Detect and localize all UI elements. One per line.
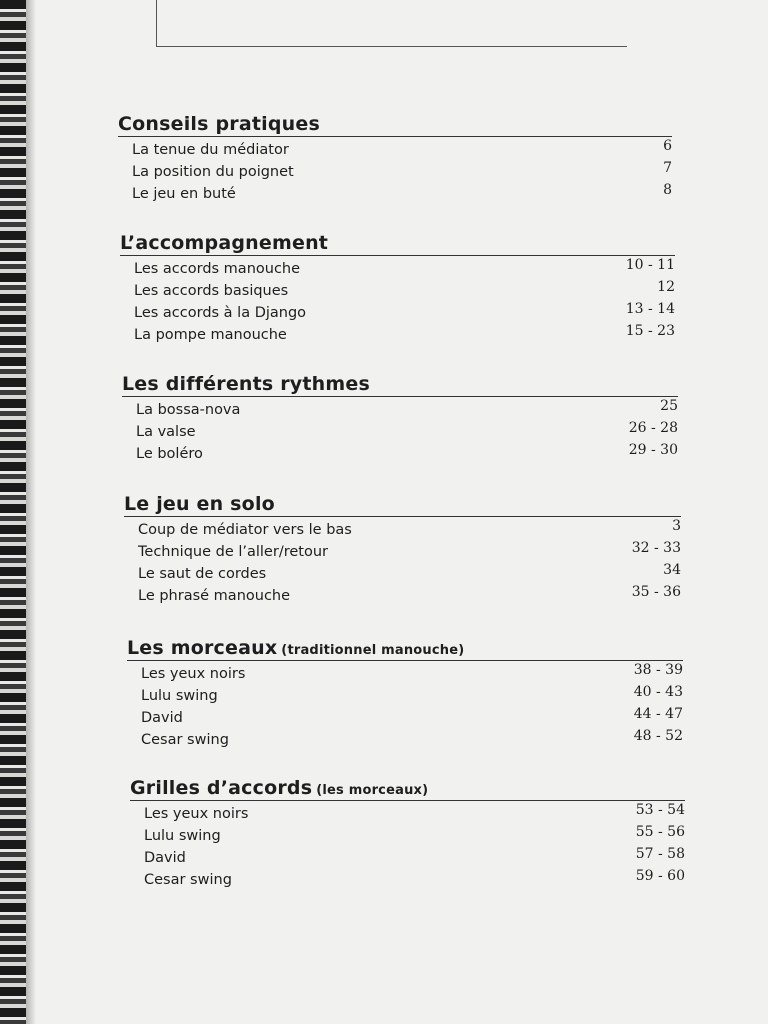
section-title: Les différents rythmes <box>122 373 370 395</box>
toc-entry[interactable] <box>127 664 683 686</box>
toc-entry[interactable] <box>130 848 685 870</box>
section-conseils-pratiques <box>118 108 672 206</box>
entry-pages: 8 <box>663 182 672 198</box>
entry-pages: 34 <box>663 562 681 578</box>
entry-label: Le jeu en buté <box>132 186 236 202</box>
section-subtitle: (traditionnel manouche) <box>281 643 465 658</box>
section-title: Les morceaux (traditionnel manouche) <box>127 637 465 659</box>
entry-label: Les accords basiques <box>134 283 289 299</box>
section-grilles-accords <box>130 772 685 892</box>
entry-pages: 13 - 14 <box>625 301 675 317</box>
entry-label: Coup de médiator vers le bas <box>138 522 352 538</box>
toc-entry[interactable] <box>122 444 678 466</box>
toc-entry[interactable] <box>120 325 675 347</box>
toc-entry[interactable] <box>127 708 683 730</box>
toc-entry[interactable] <box>127 730 683 752</box>
entry-pages: 57 - 58 <box>635 846 685 862</box>
section-differents-rythmes <box>122 368 678 466</box>
toc-entry[interactable] <box>127 686 683 708</box>
spiral-binding <box>0 0 26 1024</box>
toc-entry[interactable] <box>118 162 672 184</box>
section-title: Conseils pratiques <box>118 113 320 135</box>
section-title: Le jeu en solo <box>124 493 275 515</box>
toc-entry[interactable] <box>130 826 685 848</box>
section-jeu-en-solo <box>124 488 681 608</box>
toc-entry[interactable] <box>124 520 681 542</box>
entry-pages: 6 <box>663 138 672 154</box>
toc-entry[interactable] <box>130 804 685 826</box>
toc-entry[interactable] <box>120 281 675 303</box>
section-header <box>120 227 675 256</box>
entry-label: Les accords à la Django <box>134 305 307 321</box>
entry-pages: 15 - 23 <box>625 323 675 339</box>
entry-label: Cesar swing <box>141 732 229 748</box>
section-header <box>118 108 672 137</box>
entry-pages: 26 - 28 <box>628 420 678 436</box>
entry-label: Le phrasé manouche <box>138 588 291 604</box>
section-title: L’accompagnement <box>120 232 329 254</box>
entry-label: La valse <box>136 424 196 440</box>
entry-pages: 55 - 56 <box>635 824 685 840</box>
entry-label: Les yeux noirs <box>141 666 246 682</box>
entry-pages: 29 - 30 <box>628 442 678 458</box>
section-accompagnement <box>120 227 675 347</box>
entry-pages: 44 - 47 <box>633 706 683 722</box>
entry-label: Les accords manouche <box>134 261 301 277</box>
entry-label: Le saut de cordes <box>138 566 267 582</box>
toc-entry[interactable] <box>124 564 681 586</box>
entry-label: La bossa-nova <box>136 402 241 418</box>
header-frame <box>156 0 627 47</box>
toc-entry[interactable] <box>130 870 685 892</box>
entry-label: David <box>141 710 183 726</box>
entry-label: Lulu swing <box>144 828 221 844</box>
entry-pages: 3 <box>672 518 681 534</box>
entry-label: Lulu swing <box>141 688 218 704</box>
entry-pages: 53 - 54 <box>635 802 685 818</box>
section-header <box>130 772 685 801</box>
entry-label: Technique de l’aller/retour <box>138 544 328 560</box>
section-subtitle: (les morceaux) <box>316 783 429 798</box>
entry-pages: 38 - 39 <box>633 662 683 678</box>
entry-label: Le boléro <box>136 446 203 462</box>
entry-label: La tenue du médiator <box>132 142 289 158</box>
section-les-morceaux <box>127 632 683 752</box>
entry-pages: 40 - 43 <box>633 684 683 700</box>
entry-label: Les yeux noirs <box>144 806 249 822</box>
entry-label: David <box>144 850 186 866</box>
section-header <box>122 368 678 397</box>
entry-label: La pompe manouche <box>134 327 287 343</box>
section-title: Grilles d’accords (les morceaux) <box>130 777 429 799</box>
section-header <box>124 488 681 517</box>
entry-pages: 35 - 36 <box>631 584 681 600</box>
entry-pages: 59 - 60 <box>635 868 685 884</box>
entry-label: Cesar swing <box>144 872 232 888</box>
toc-entry[interactable] <box>122 400 678 422</box>
entry-label: La position du poignet <box>132 164 294 180</box>
toc-entry[interactable] <box>124 542 681 564</box>
entry-pages: 25 <box>660 398 678 414</box>
entry-pages: 48 - 52 <box>633 728 683 744</box>
entry-pages: 10 - 11 <box>625 257 675 273</box>
entry-pages: 32 - 33 <box>631 540 681 556</box>
entry-pages: 12 <box>657 279 675 295</box>
section-header <box>127 632 683 661</box>
toc-entry[interactable] <box>120 303 675 325</box>
toc-entry[interactable] <box>118 184 672 206</box>
toc-entry[interactable] <box>118 140 672 162</box>
toc-entry[interactable] <box>124 586 681 608</box>
binding-shadow <box>26 0 36 1024</box>
toc-entry[interactable] <box>120 259 675 281</box>
toc-entry[interactable] <box>122 422 678 444</box>
entry-pages: 7 <box>663 160 672 176</box>
